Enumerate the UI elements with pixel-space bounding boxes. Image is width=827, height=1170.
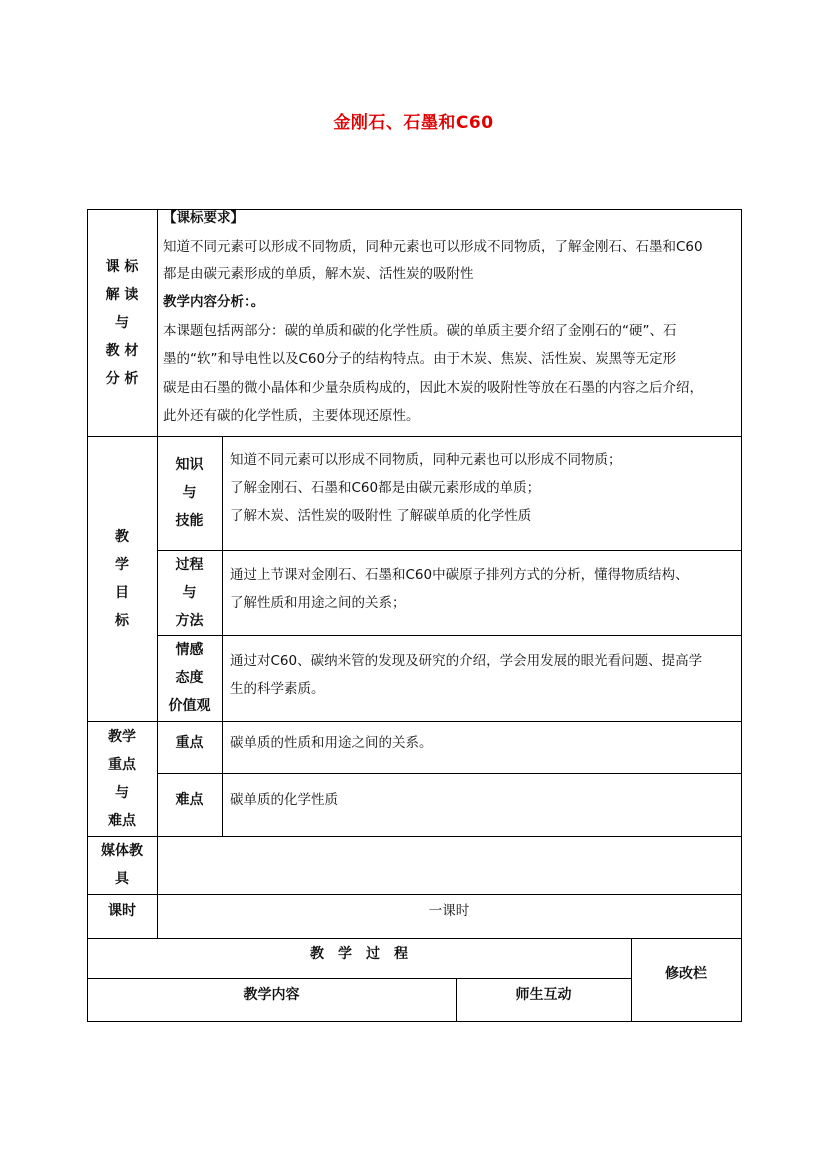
key-point-label: 重点 xyxy=(175,735,204,751)
knowledge-line: 了解木炭、活性炭的吸附性 了解碳单质的化学性质 xyxy=(230,508,532,524)
difficult-point-content: 碳单质的化学性质 xyxy=(230,792,338,808)
standard-line: 知道不同元素可以形成不同物质，同种元素也可以形成不同物质，了解金刚石、石墨和C60 xyxy=(163,239,703,255)
label-line: 与 xyxy=(182,485,197,501)
label-line: 标 xyxy=(115,612,129,629)
objectives-label xyxy=(87,436,157,721)
interaction-header: 师生互动 xyxy=(515,987,572,1003)
key-point-content: 碳单质的性质和用途之间的关系。 xyxy=(230,735,433,751)
media-label xyxy=(87,836,157,894)
label-line: 解 读 xyxy=(105,286,139,303)
process-line: 通过上节课对金刚石、石墨和C60中碳原子排列方式的分析，懂得物质结构、 xyxy=(230,567,689,583)
period-label: 课时 xyxy=(108,903,136,919)
knowledge-line: 了解金刚石、石墨和C60都是由碳元素形成的单质； xyxy=(230,480,541,496)
period-content: 一课时 xyxy=(428,903,470,919)
analysis-line: 墨的“软”和导电性以及C60分子的结构特点。由于木炭、焦炭、活性炭、炭黑等无定形 xyxy=(163,351,677,367)
label-line: 教 材 xyxy=(105,342,139,359)
label-line: 难点 xyxy=(108,812,136,829)
label-line: 分 析 xyxy=(105,370,139,387)
attitude-line: 生的科学素质。 xyxy=(230,681,325,697)
analysis-heading: 教学内容分析：。 xyxy=(163,294,265,310)
label-line: 过程 xyxy=(175,556,204,573)
attitude-line: 通过对C60、碳纳米管的发现及研究的介绍，学会用发展的眼光看问题、提高学 xyxy=(230,653,703,669)
analysis-line: 碳是由石墨的微小晶体和少量杂质构成的，因此木炭的吸附性等放在石墨的内容之后介绍， xyxy=(163,380,703,396)
label-line: 教 xyxy=(115,528,129,545)
label-line: 方法 xyxy=(175,612,204,629)
analysis-line: 本课题包括两部分：碳的单质和碳的化学性质。碳的单质主要介绍了金刚石的“硬”、石 xyxy=(163,323,677,339)
label-line: 课 标 xyxy=(105,258,139,275)
process-line: 了解性质和用途之间的关系； xyxy=(230,595,406,611)
label-line: 与 xyxy=(115,314,129,331)
label-line: 情感 xyxy=(175,642,204,658)
standard-analysis-label xyxy=(87,209,157,436)
label-line: 与 xyxy=(182,584,197,601)
attitude-values-label xyxy=(157,635,222,721)
page-title: 金刚石、石墨和C60 xyxy=(333,113,494,133)
label-line: 态度 xyxy=(175,670,204,686)
label-line: 重点 xyxy=(108,756,136,773)
standard-line: 都是由碳元素形成的单质，解木炭、活性炭的吸附性 xyxy=(163,266,474,282)
label-line: 媒体教 xyxy=(101,843,143,859)
label-line: 知识 xyxy=(175,457,204,473)
label-line: 学 xyxy=(115,556,129,573)
process-header: 教 学 过 程 xyxy=(310,946,408,962)
standard-heading: 【课标要求】 xyxy=(163,210,244,226)
label-line: 教学 xyxy=(108,728,136,745)
key-difficult-label xyxy=(87,721,157,836)
label-line: 价值观 xyxy=(168,698,211,714)
label-line: 与 xyxy=(115,784,129,801)
teaching-content-header: 教学内容 xyxy=(243,987,300,1003)
knowledge-skills-label xyxy=(157,436,222,550)
analysis-line: 此外还有碳的化学性质，主要体现还原性。 xyxy=(163,408,420,424)
label-line: 具 xyxy=(115,871,129,887)
label-line: 目 xyxy=(115,584,129,601)
label-line: 技能 xyxy=(175,513,204,529)
knowledge-line: 知道不同元素可以形成不同物质，同种元素也可以形成不同物质； xyxy=(230,452,622,468)
revision-column-header: 修改栏 xyxy=(665,966,707,982)
process-method-label xyxy=(157,550,222,635)
difficult-point-label: 难点 xyxy=(175,792,204,808)
